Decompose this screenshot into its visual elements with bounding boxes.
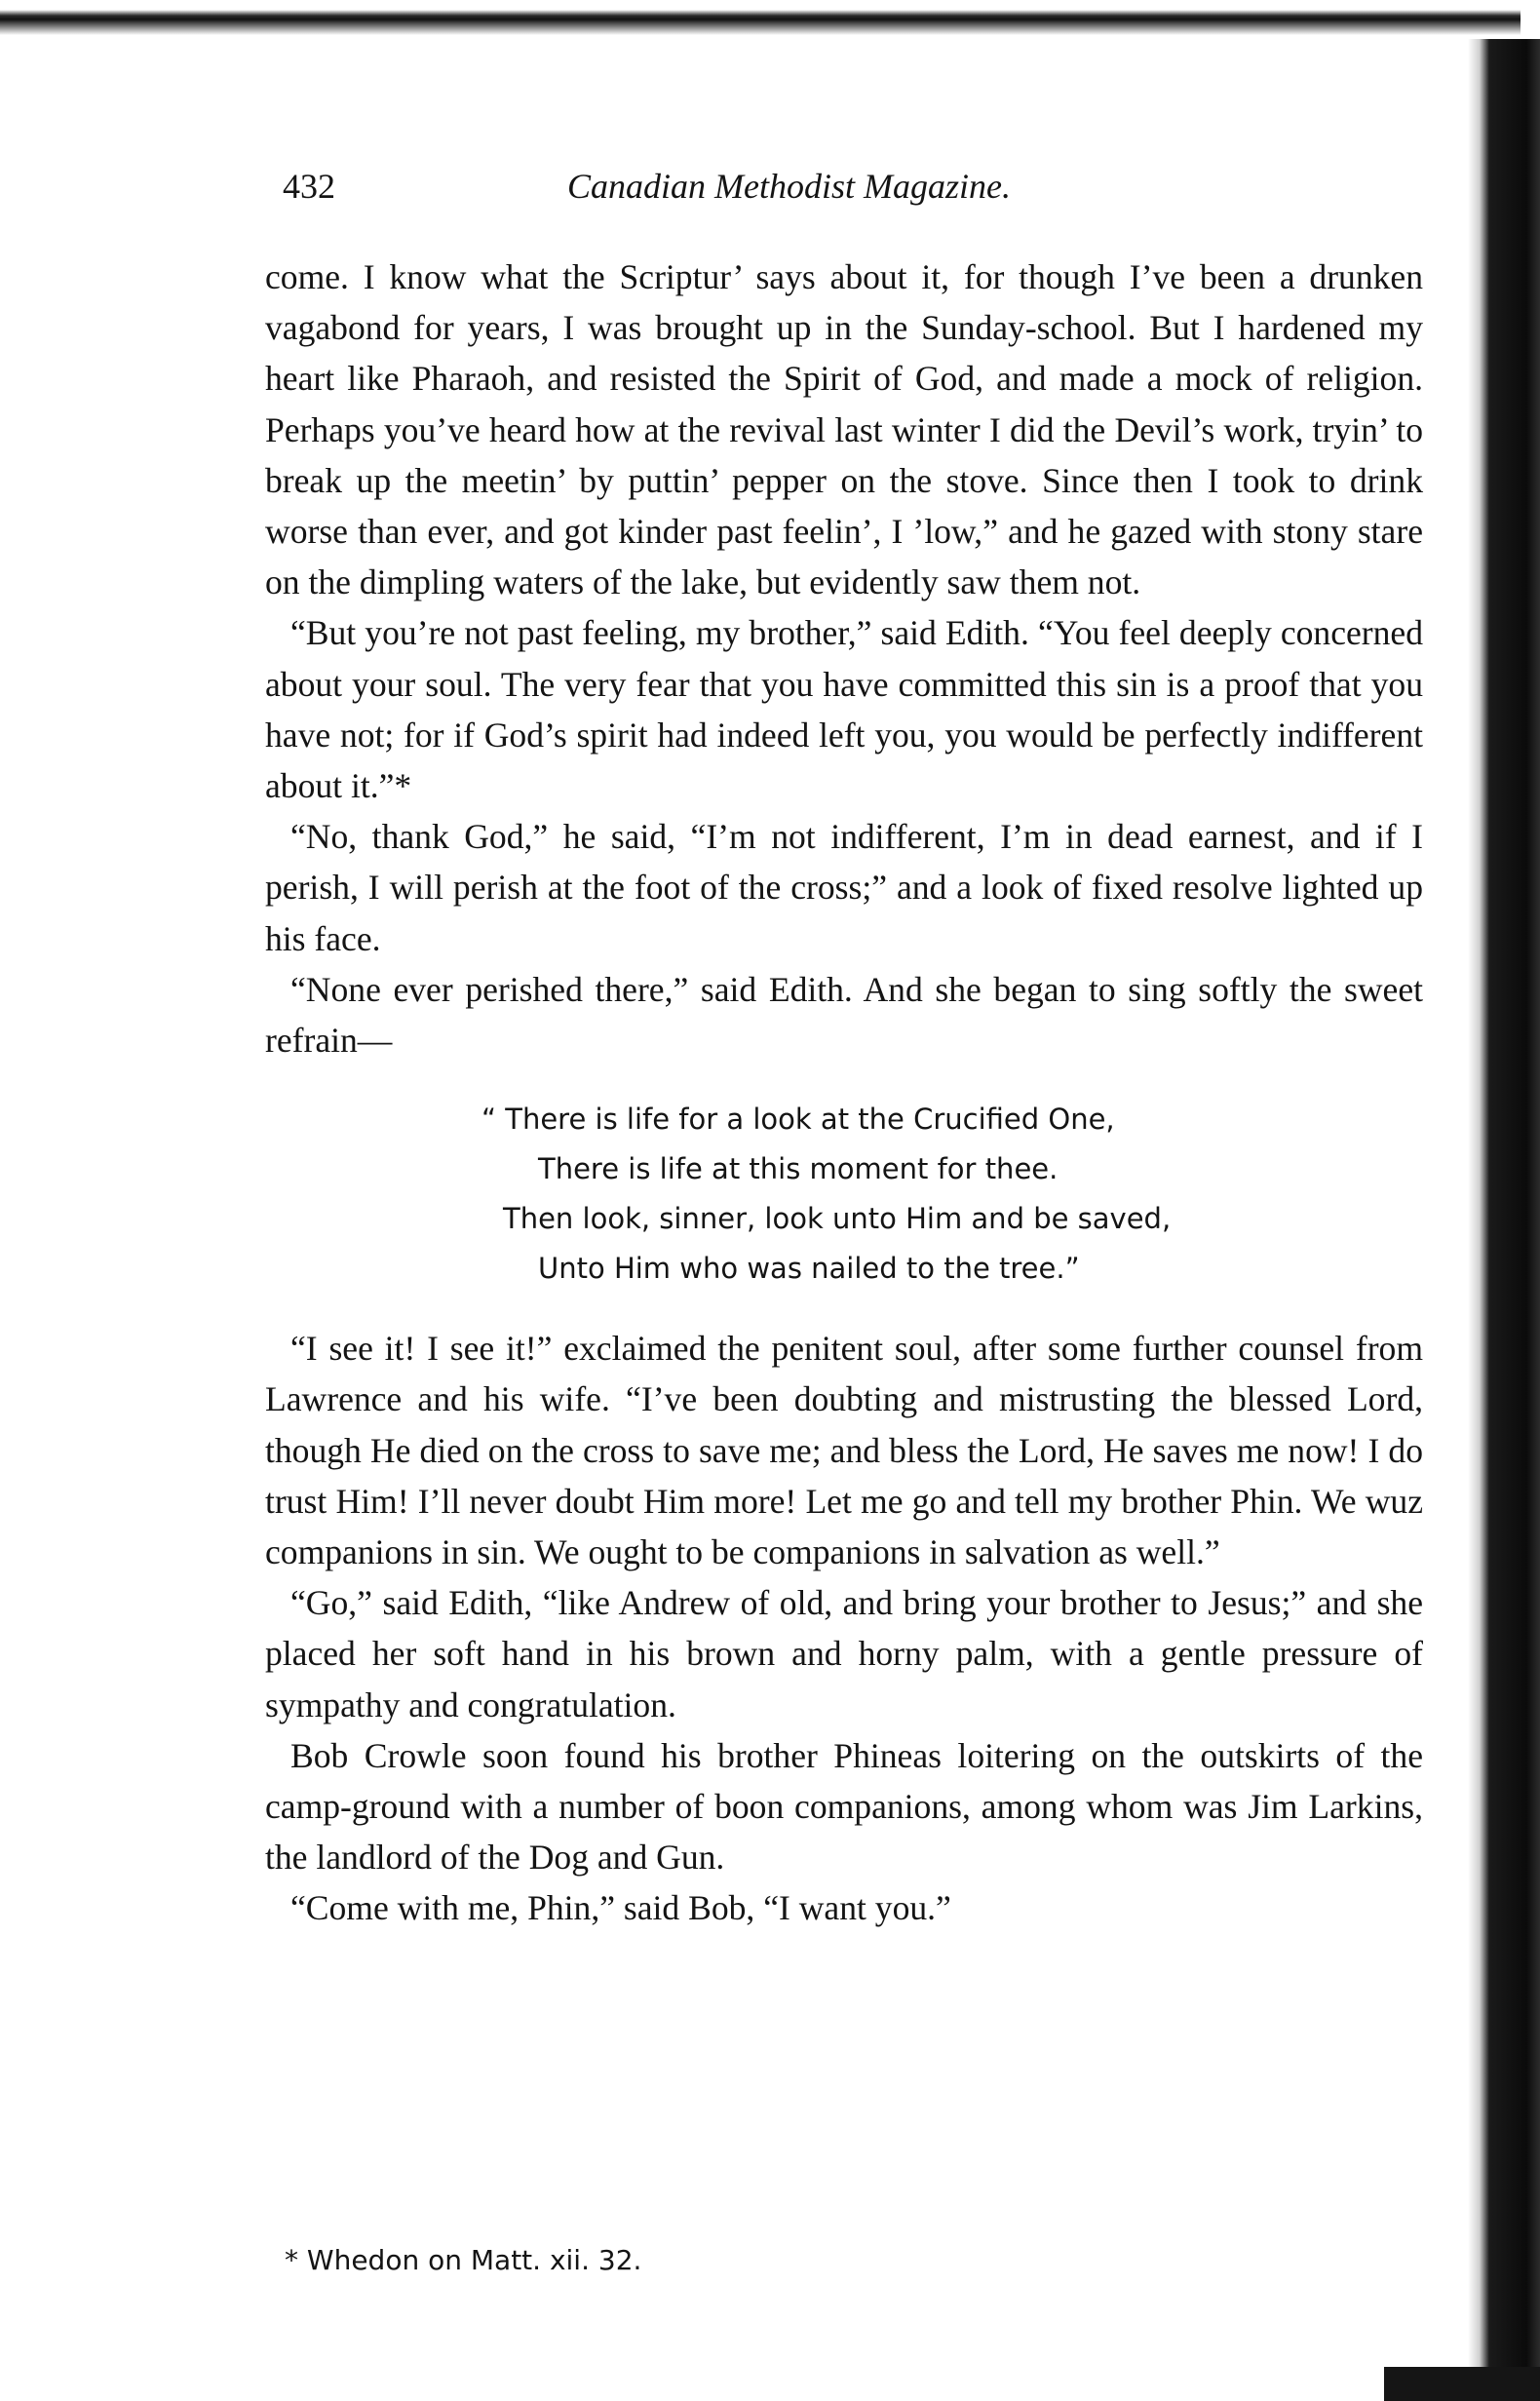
verse-line: There is life at this moment for thee. [538, 1152, 1059, 1186]
paragraph: “But you’re not past feeling, my brother,” said Edith. “You feel deeply concerned about your soul. The very fear that you have committed this sin is a proof that you have not; for if God’s spirit had indeed left you, you would be perfectly indifferent about it.”* [265, 613, 1423, 806]
paragraph: “Go,” said Edith, “like Andrew of old, and bring your brother to Jesus;” and she placed her soft hand in his brown and horny palm, with a gentle pressure of sympathy and congratulation. [265, 1583, 1423, 1724]
verse-line: “ There is life for a look at the Crucified One, [481, 1103, 1115, 1137]
page-number: 432 [283, 167, 335, 206]
bottom-edge-shadow [1384, 2367, 1540, 2401]
paragraph: Bob Crowle soon found his brother Phineas loitering on the outskirts of the camp-ground with a number of boon companions, among whom was Jim Larkins, the landlord of the Dog and Gun. [265, 1735, 1423, 1878]
paragraph: “I see it! I see it!” exclaimed the penitent soul, after some further counsel from Lawrence and his wife. “I’ve been doubting and mistrusting the blessed Lord, though He died on the cross to save me; and bless the Lord, He saves me now! I do trust Him! I’ll never doubt Him more! Let me go and tell my brother Phin. We wuz companions in sin. We ought to be companions in salvation as well.” [265, 1329, 1423, 1572]
top-edge-shadow [0, 10, 1521, 35]
paragraph: come. I know what the Scriptur’ says about it, for though I’ve been a drunken vagabond for years, I was brought up in the Sunday-school. But I hardened my heart like Pharaoh, and resisted the Spirit of God, and made a mock of religion. Perhaps you’ve heard how at the revival last winter I did the Devil’s work, tryin’ to break up the meetin’ by puttin’ pepper on the stove. Since then I took to drink worse than ever, and got kinder past feelin’, I ’low,” and he gazed with stony stare on the dimpling waters of the lake, but evidently saw them not. [265, 257, 1423, 602]
verse-line: Unto Him who was nailed to the tree.” [538, 1252, 1080, 1286]
body-text [265, 252, 1423, 1934]
footnote: * Whedon on Matt. xii. 32. [285, 2244, 642, 2276]
paragraph: “None ever perished there,” said Edith. And she began to sing softly the sweet refrain— [265, 969, 1423, 1061]
paragraph: “Come with me, Phin,” said Bob, “I want you.” [290, 1888, 951, 1928]
page-binding-edge [1468, 39, 1540, 2401]
hymn-verse [265, 1095, 1423, 1294]
verse-line: Then look, sinner, look unto Him and be saved, [503, 1202, 1172, 1236]
page-header [283, 166, 1413, 224]
running-head: Canadian Methodist Magazine. [567, 167, 1011, 206]
paragraph: “No, thank God,” he said, “I’m not indifferent, I’m in dead earnest, and if I perish, I will perish at the foot of the cross;” and a look of fixed resolve lighted up his face. [265, 817, 1423, 958]
